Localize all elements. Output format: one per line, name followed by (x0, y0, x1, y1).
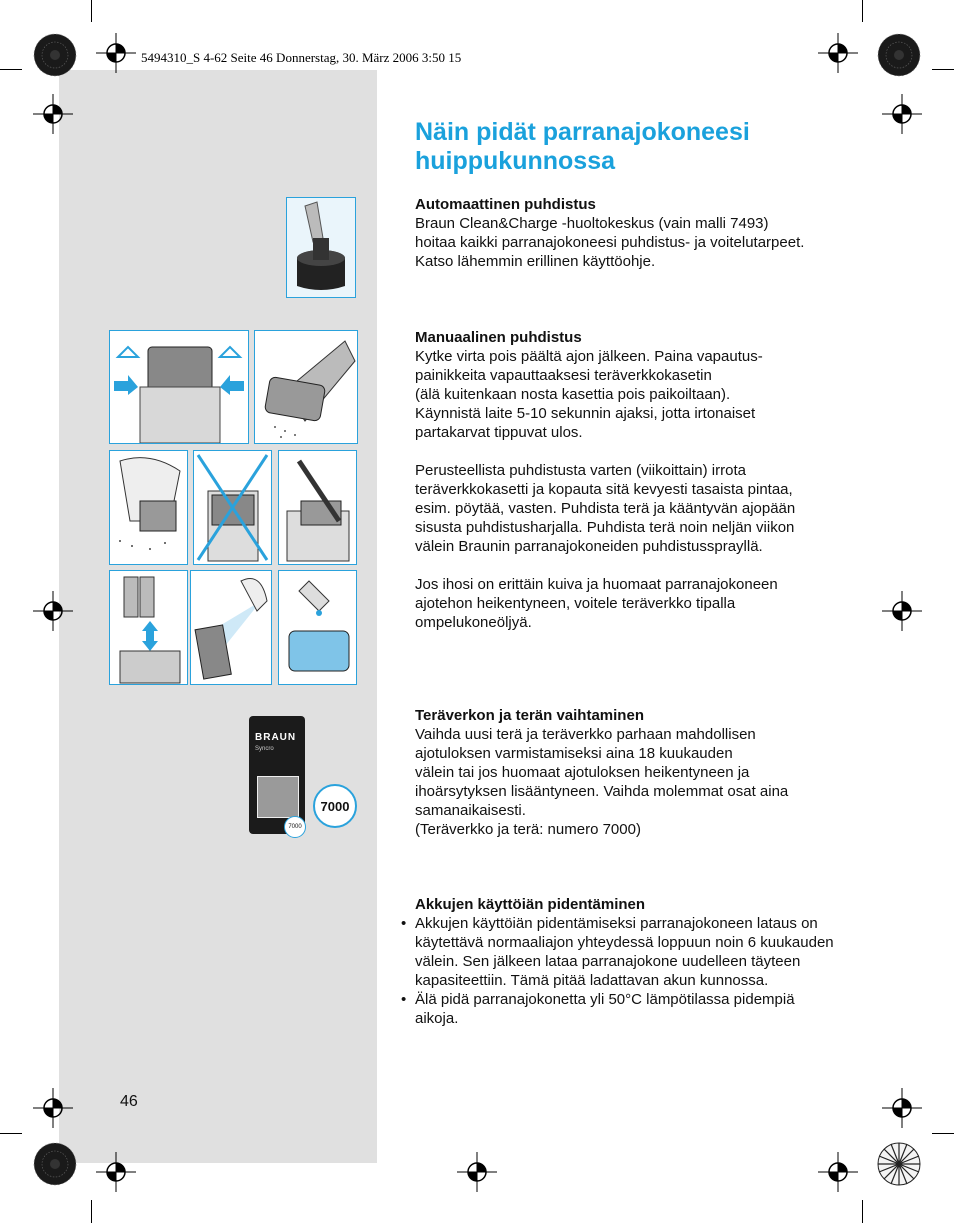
body-line: Vaihda uusi terä ja teräverkko parhaan mahdollisen (415, 726, 756, 743)
print-slug-line: 5494310_S 4-62 Seite 46 Donnerstag, 30. März 2006 3:50 15 (141, 50, 462, 65)
bullet-item: • Älä pidä parranajokonetta yli 50°C lämpötilassa pidempiä aikoja. (415, 990, 835, 1028)
release-button-illustration (109, 330, 249, 444)
body-line: välein tai jos huomaat ajotuloksen heikentyneen ja (415, 764, 750, 781)
body-line: partakarvat tippuvat ulos. (415, 424, 583, 441)
crop-line (91, 1200, 92, 1223)
color-wheel-icon (877, 33, 921, 82)
body-line: esim. pöytää, vasten. Puhdista terä ja kääntyvän ajopään (415, 500, 796, 517)
body-line: Perusteellista puhdistusta varten (viikoittain) irrota (415, 462, 746, 479)
title-line: Näin pidät parranajokoneesi (415, 118, 750, 146)
color-wheel-icon (877, 1142, 921, 1191)
remove-cassette-illustration (109, 570, 188, 685)
color-wheel-icon (33, 1142, 77, 1191)
small-part-label: 7000 (288, 824, 302, 830)
body-line: Jos ihosi on erittäin kuiva ja huomaat parranajokoneen (415, 576, 778, 593)
section-heading: Manuaalinen puhdistus (415, 329, 582, 346)
body-line: painikkeita vapauttaaksesi teräverkkokasetin (415, 367, 712, 384)
manual-cleaning-section (415, 328, 840, 632)
body-line: Käynnistä laite 5-10 sekunnin ajaksi, jotta irtonaiset (415, 405, 756, 422)
crop-line (91, 0, 92, 22)
registration-mark-icon (96, 1152, 136, 1197)
foil-cassette-image (257, 776, 299, 818)
bullet-list (415, 914, 835, 1028)
automatic-cleaning-section (415, 195, 840, 271)
registration-mark-icon (96, 33, 136, 78)
body-line: (Teräverkko ja terä: numero 7000) (415, 821, 641, 838)
registration-mark-icon (882, 94, 922, 139)
body-line: ajotuloksen varmistamiseksi aina 18 kuukauden (415, 745, 733, 762)
registration-mark-icon (457, 1152, 497, 1197)
registration-mark-icon (818, 1152, 858, 1197)
spray-cleaning-illustration (190, 570, 272, 685)
crop-line (0, 69, 22, 70)
registration-mark-icon (33, 94, 73, 139)
color-wheel-icon (33, 33, 77, 82)
registration-mark-icon (33, 591, 73, 636)
body-line: välein Braunin parranajokoneiden puhdistussprayllä. (415, 538, 763, 555)
tap-cassette-illustration (109, 450, 188, 565)
crop-line (0, 1133, 22, 1134)
body-line: teräverkkokasetti ja kopauta sitä kevyesti tasaista pintaa, (415, 481, 793, 498)
registration-mark-icon (882, 591, 922, 636)
section-heading: Teräverkon ja terän vaihtaminen (415, 707, 644, 724)
body-line: ompelukoneöljyä. (415, 614, 532, 631)
body-line: hoitaa kaikki parranajokoneesi puhdistus- ja voitelutarpeet. (415, 234, 805, 251)
body-line: ajotehon heikentyneen, voitele teräverkko tipalla (415, 595, 736, 612)
registration-mark-icon (818, 33, 858, 78)
body-line: Katso lähemmin erillinen käyttöohje. (415, 253, 656, 270)
bullet-item: • Akkujen käyttöiän pidentämiseksi parranajokoneen lataus on käytettävä normaaliajon yhteydessä loppuun noin 6 kuukauden välein. Sen jälkeen lataa parranajokone uudelleen täyteen kapasiteettiin. Tämä pitää ladattavan akun kunnossa. (415, 914, 835, 990)
section-heading: Akkujen käyttöiän pidentäminen (415, 896, 646, 913)
page-title (415, 118, 835, 176)
crop-line (862, 1200, 863, 1223)
battery-life-section (415, 895, 835, 1028)
wrong-brush-illustration (193, 450, 272, 565)
registration-mark-icon (33, 1088, 73, 1133)
crop-line (932, 1133, 954, 1134)
body-line: samanaikaisesti. (415, 802, 526, 819)
part-number-badge (313, 784, 357, 828)
crop-line (932, 69, 954, 70)
body-line: ihoärsytyksen lisääntyneen. Vaihda molemmat osat aina (415, 783, 789, 800)
body-line: Kytke virta pois päältä ajon jälkeen. Paina vapautus- (415, 348, 763, 365)
brush-cleaning-illustration (278, 450, 357, 565)
replacement-section (415, 706, 840, 839)
oil-drop-illustration (278, 570, 357, 685)
title-line: huippukunnossa (415, 147, 615, 175)
body-line: Braun Clean&Charge -huoltokeskus (vain malli 7493) (415, 215, 769, 232)
section-heading: Automaattinen puhdistus (415, 196, 596, 213)
model-label: Syncro (255, 746, 274, 752)
shaver-running-illustration (254, 330, 358, 444)
body-line: (älä kuitenkaan nosta kasettia pois paikoiltaan). (415, 386, 731, 403)
clean-charge-station-illustration (286, 197, 356, 298)
body-line: sisusta puhdistusharjalla. Puhdista terä noin neljän viikon (415, 519, 795, 536)
brand-logo: BRAUN (255, 732, 297, 743)
crop-line (862, 0, 863, 22)
part-number-label: 7000 (320, 798, 350, 814)
registration-mark-icon (882, 1088, 922, 1133)
small-part-badge (284, 816, 306, 838)
page-number: 46 (120, 1093, 138, 1110)
